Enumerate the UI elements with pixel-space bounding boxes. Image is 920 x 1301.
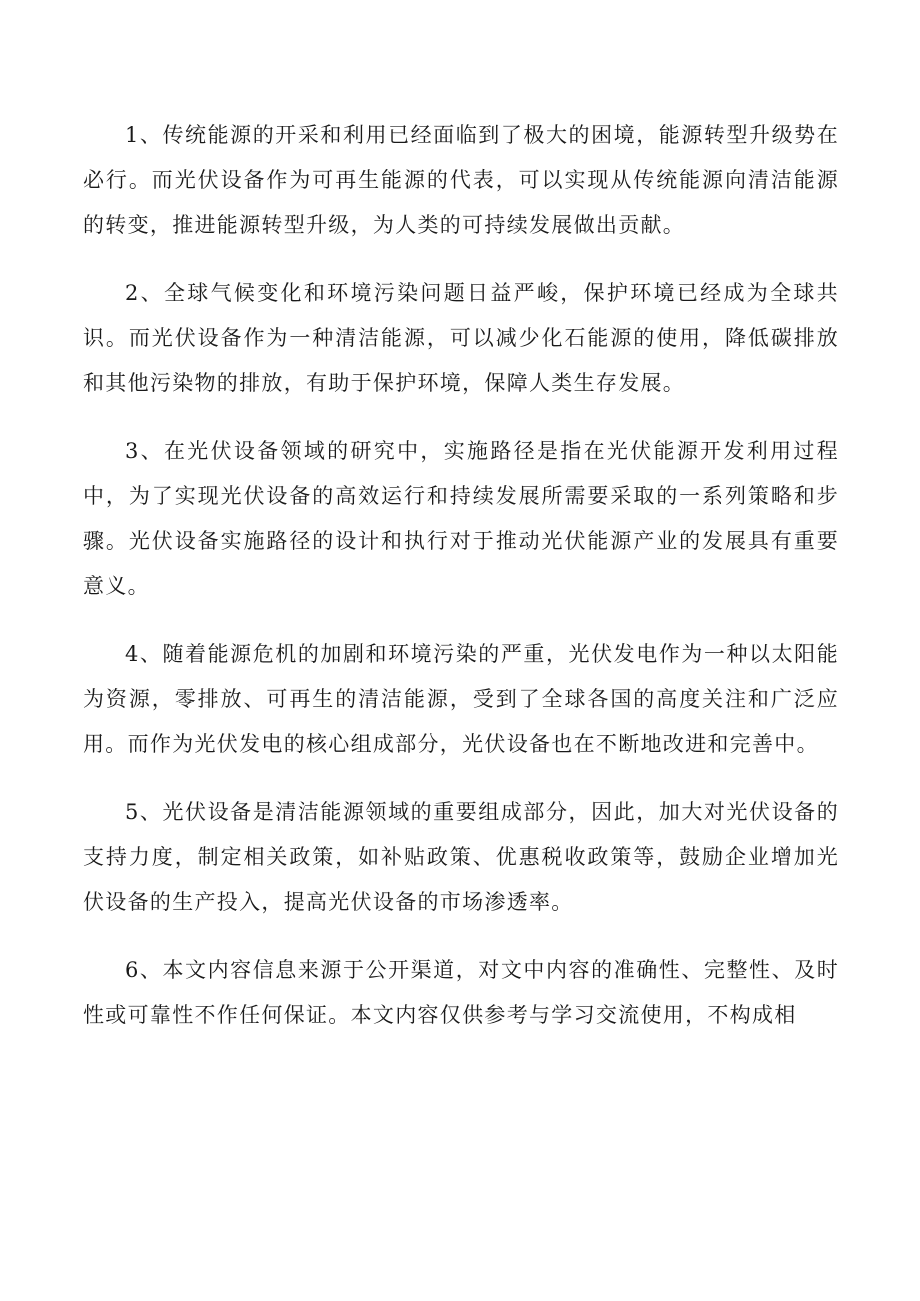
paragraph-6: 6、本文内容信息来源于公开渠道，对文中内容的准确性、完整性、及时性或可靠性不作任何保证。本文内容仅供参考与学习交流使用，不构成相 xyxy=(83,958,839,1027)
paragraph-1: 1、传统能源的开采和利用已经面临到了极大的困境，能源转型升级势在必行。而光伏设备作为可再生能源的代表，可以实现从传统能源向清洁能源的转变，推进能源转型升级，为人类的可持续发展做出贡献。 xyxy=(83,123,839,237)
paragraph-5: 5、光伏设备是清洁能源领域的重要组成部分，因此，加大对光伏设备的支持力度，制定相关政策，如补贴政策、优惠税收政策等，鼓励企业增加光伏设备的生产投入，提高光伏设备的市场渗透率。 xyxy=(83,800,839,914)
paragraph-3: 3、在光伏设备领域的研究中，实施路径是指在光伏能源开发利用过程中，为了实现光伏设备的高效运行和持续发展所需要采取的一系列策略和步骤。光伏设备实施路径的设计和执行对于推动光伏能源产业的发展具有重要意义。 xyxy=(83,439,839,598)
paragraph-4: 4、随着能源危机的加剧和环境污染的严重，光伏发电作为一种以太阳能为资源，零排放、可再生的清洁能源，受到了全球各国的高度关注和广泛应用。而作为光伏发电的核心组成部分，光伏设备也在不断地改进和完善中。 xyxy=(83,642,839,756)
document-body xyxy=(83,113,839,1061)
paragraph-2: 2、全球气候变化和环境污染问题日益严峻，保护环境已经成为全球共识。而光伏设备作为一种清洁能源，可以减少化石能源的使用，降低碳排放和其他污染物的排放，有助于保护环境，保障人类生存发展。 xyxy=(83,281,839,395)
